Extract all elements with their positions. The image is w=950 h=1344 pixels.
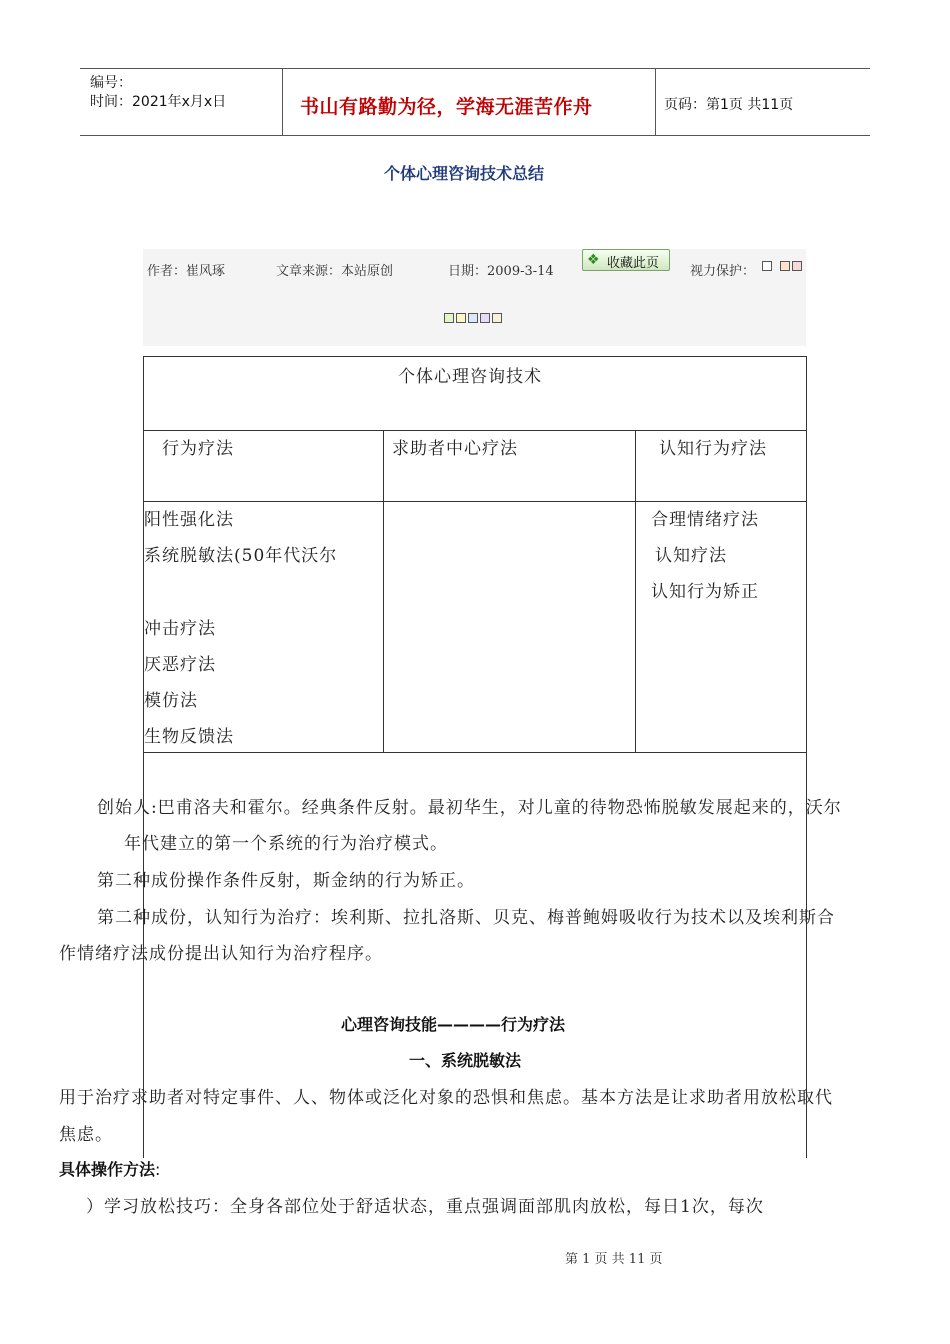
header-number: 编号：	[90, 75, 132, 91]
paragraph-cognitive-line2: 作情绪疗法成份提出认知行为治疗程序。	[59, 944, 383, 964]
paragraph-founders-line2: 年代建立的第一个系统的行为治疗模式。	[124, 834, 448, 854]
list-item: 合理情绪疗法	[651, 510, 759, 530]
header-divider-right	[655, 68, 656, 136]
method-label	[59, 1157, 160, 1180]
meta-eye-protect: 视力保护：	[690, 264, 756, 279]
header-divider-left	[282, 68, 283, 136]
list-item: 厌恶疗法	[144, 655, 216, 675]
table-col-header-client-centered: 求助者中心疗法	[392, 439, 518, 459]
section-intro-line1: 用于治疗求助者对特定事件、人、物体或泛化对象的恐惧和焦虑。基本方法是让求助者用放松取代	[59, 1088, 833, 1108]
table-col-divider-2	[635, 430, 636, 753]
meta-author: 作者：崔风琢	[147, 264, 226, 279]
paw-icon: ❖	[587, 252, 600, 268]
table-border-left	[143, 356, 144, 1158]
method-label-colon: :	[155, 1160, 161, 1179]
header-bottom-rule	[80, 135, 870, 136]
section-intro-line2: 焦虑。	[59, 1125, 113, 1145]
table-col-header-behavior: 行为疗法	[162, 439, 234, 459]
table-rule-header	[143, 501, 807, 502]
bg-swatch-green[interactable]	[444, 313, 454, 323]
table-col-divider-1	[383, 430, 384, 753]
table-col-header-cognitive: 认知行为疗法	[659, 439, 767, 459]
header-time: 时间：2021年x月x日	[90, 94, 227, 110]
list-item: 生物反馈法	[144, 727, 234, 747]
table-rule-top	[143, 356, 807, 357]
paragraph-cognitive-line1: 第二种成份，认知行为治疗：埃利斯、拉扎洛斯、贝克、梅普鲍姆吸收行为技术以及埃利斯合	[97, 908, 835, 928]
bg-swatch-yellow[interactable]	[456, 313, 466, 323]
list-item: 模仿法	[144, 691, 198, 711]
list-item: 冲击疗法	[144, 619, 216, 639]
bg-swatch-blue[interactable]	[468, 313, 478, 323]
table-rule-bottom	[143, 752, 807, 753]
favorite-button-label: 收藏此页	[607, 256, 660, 271]
meta-date: 日期：2009-3-14	[448, 264, 554, 279]
section-heading: 心理咨询技能————行为疗法	[341, 1015, 566, 1034]
doc-title: 个体心理咨询技术总结	[384, 164, 545, 183]
section-subheading: 一、系统脱敏法	[409, 1051, 522, 1070]
table-border-right	[806, 356, 807, 1158]
eye-color-swatch-peach[interactable]	[780, 261, 790, 271]
method-label-text: 具体操作方法	[59, 1160, 156, 1179]
meta-source: 文章来源：本站原创	[276, 264, 394, 279]
favorite-button[interactable]	[582, 249, 670, 271]
list-item: 认知行为矫正	[651, 582, 759, 602]
header-page-info: 页码：第1页 共11页	[664, 97, 794, 113]
header-motto: 书山有路勤为径，学海无涯苦作舟	[300, 96, 593, 118]
eye-color-swatch-pink[interactable]	[792, 261, 802, 271]
page-footer: 第 1 页 共 11 页	[565, 1252, 663, 1267]
paragraph-operant: 第二种成份操作条件反射，斯金纳的行为矫正。	[97, 871, 475, 891]
header-top-rule	[80, 68, 870, 69]
paragraph-founders-line1: 创始人:巴甫洛夫和霍尔。经典条件反射。最初华生，对儿童的待物恐怖脱敏发展起来的，沃尔	[97, 798, 842, 818]
bg-swatch-cream[interactable]	[492, 313, 502, 323]
list-item: 系统脱敏法(50年代沃尔	[144, 546, 338, 566]
bg-swatch-purple[interactable]	[480, 313, 490, 323]
method-step-1: ）学习放松技巧：全身各部位处于舒适状态，重点强调面部肌肉放松，每日1次，每次	[86, 1197, 764, 1217]
table-title: 个体心理咨询技术	[398, 367, 542, 387]
list-item: 认知疗法	[655, 546, 727, 566]
table-rule-title	[143, 430, 807, 431]
list-item: 阳性强化法	[144, 510, 234, 530]
eye-color-swatch-white[interactable]	[762, 261, 772, 271]
